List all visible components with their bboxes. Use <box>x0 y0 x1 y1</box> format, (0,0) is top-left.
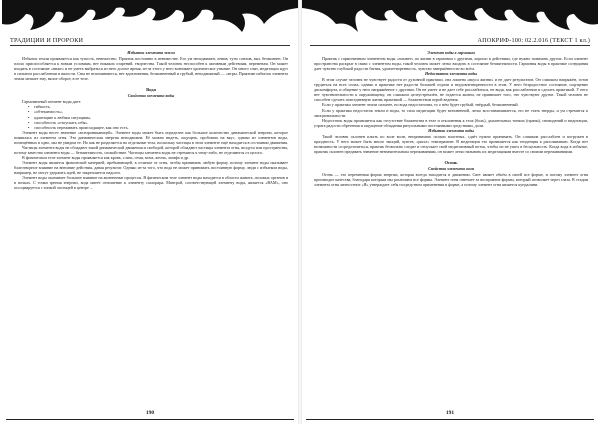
section-title: Элемент воды в гармонии <box>427 50 475 55</box>
paragraph: Элемент воды оказывает большое влияние на жизненные процессы. В физическом теле элемент воды находится в области живота, половых органов и в почках. С точки зрения энергии, вода имеет отношение к элементу сахасрара. Мантрой, соответствующей элементу воды, является «ВАМ», оно ассоциируется с тонкой частицей в центре ... <box>14 175 288 191</box>
page-number: 190 <box>145 410 155 416</box>
section-title: Недостаток элемента воды <box>424 71 478 77</box>
list-item: • «обтекаемость», <box>34 109 288 114</box>
paragraph: Такой человек склонен плыть по воле волн, непринимать сильно властных, сдаёт нужно принимать. Он слишком расслаблен и погружен в праздность. У него может быть много эмоций, чувств, «рыхл» темперамент. В медитации это проявляется как тенденция к расплыванию. Когда нет возможности сосредоточиться, практик безвольно следит и отпускает свой медитативный поток, чтобы он не ушел в бесцельность. Когда вода в избытке, практик склонен предавать значение незначительным переживаниям, он может легко называть их медитациями вместе со своими переживаниями. <box>314 133 588 154</box>
section-title: Свойства элемента огня <box>428 165 474 171</box>
section-heading: Огонь <box>444 159 458 165</box>
page-body <box>314 50 588 400</box>
section-heading: Вода <box>146 87 156 93</box>
paragraph: Элемент воды несет значение «всепроникающей». Элемент воды может быть определен как большое количество динамической энергии, которое появилась из элемента огня. Эта динамическая энергия неподвижна. Её можно видеть, ощущать, пробовать на вкус, однако из элементов воды, помещённых в одно, мы не увидим ее. Но как не разделяется на отдельные тела, поскольку частицы в этом элементе ещё находятся в состоянии движения. <box>14 129 288 145</box>
section-title: Свойства элемента воды <box>127 93 175 99</box>
running-header: ТРАДИЦИИ И ПРОРОКИ <box>10 36 290 46</box>
paragraph: В физическом теле элемент воды проявляется как кровь, слизь, семя, моча, желчь, лимфа и др. <box>22 154 190 160</box>
page-body <box>14 50 288 400</box>
section-title: Избыток элемента воды <box>428 127 474 133</box>
paragraph: Частицы элемента воды не обладают такой динамической движения и свободой, которой обладают частицы элемента огня, воздуха или пространства, потому качества элемента воды — безмятежность, спокойствие. Частицы элемента воды не стремятся к чему-либо, не отделяются от целого. <box>14 144 288 155</box>
right-page <box>302 0 598 424</box>
paragraph: Если у практика недостаток земли и воды, то сила медитации будет мгновенной, легко восстанавливается, его не стать тверды, и ум стремится к эмоциональности. <box>314 107 588 118</box>
left-page <box>2 0 298 424</box>
list-item: • гибкость, <box>34 104 288 109</box>
page-number: 191 <box>445 410 455 416</box>
tribal-ornament <box>302 0 598 34</box>
list-item: • адаптацию к любым ситуациям, <box>34 115 288 120</box>
bottom-rule <box>306 419 594 420</box>
bottom-rule <box>6 419 294 420</box>
paragraph: Элемент воды является физической материей, пребывающей, в отличие от огня, чтобы принимать любую форму, потому элемент воды оказывает благотворное влияние на внешние действия, давая результат. Однако из-за того, что вода не может принимать постоянную форму, люди с избытком воды, например, не могут удержать идей, не закрепляется надолго. <box>14 159 288 176</box>
bullet-list <box>14 104 288 129</box>
paragraph: Гармоничный элемент воды дает: <box>22 99 82 105</box>
paragraph: В этом случае человек не чувствует радости от духовной практики, она лишена «вкуса жизни» и не дает результатов. Он слишком напряжён, готов трудиться на всех силах, однако в практике нет радости большей отдачи и неудовлетворенности в этом. У него безрадостное состояние, ощущение дискомфорта, и общение у него напряжённое с другими. Он не умеет и не дает себе расслабиться, не видя, как расслаблении и сделать практикой. У него нет чувствительности к окружающему, он слишком целеустремлён, не отдается жизни, не принимает того, что чувствуют другие. Такой человек не способен сделать повседневную жизнь практикой — блаженством игрой ведения. <box>314 77 588 103</box>
list-item: • способность переживать происходящее, как оно есть. <box>34 125 288 130</box>
paragraph: Практик с гармоничным элементом воды «плывет» по жизни в гармонии с другими, хорошо в действиях, где нужно понимать других. Если элемент пространства раскрыт в связи с элементом воды, такой человек может легко входить в состояние безмятежности. Гармония воды в практике созерцания дает чувство глубокой радости бытия, удовлетворенность, чувство завершённости во всём. <box>314 56 588 72</box>
paragraph: Если у практика элемент земли сильнее, но вода недостаточна, то о нём будет грубый, твёрдый, безжизненный. <box>322 102 519 108</box>
paragraph: Огонь — это переменная форма энергии, которая всегда находится в движении. Свет являет объём в своей все форме, и потому элемент огня производит качества, благодаря которым мы различаем все формы. Элемент огня отвечает за восприятие формы, который позволяет через глаза. В стадии элемента огня личностное «Я» утверждает себя посредством применения в форме, а потому элемент огня является кундалини. <box>314 172 588 188</box>
list-item: • способность «отпускать себя», <box>34 120 288 125</box>
running-header: АПОКРИФ-100: 02.2.016 (ТЕКСТ 1 кл.) <box>310 36 590 46</box>
tribal-ornament <box>2 0 298 34</box>
section-title: Избыток элемента земли <box>127 50 175 55</box>
paragraph: Недостаток воды проявляется как отсутствие блаженства в теле и отклонения к тела (боль), дыхательных тонких (праны), сновидений и медитации, утрата радости обретения и ощущение обладания ритуальными постоянными средствами, доли. <box>314 117 588 128</box>
paragraph: Избыток земли проявляется как тупость, невежество. Практик постоянно в невежестве. Его ум неподвижен, ленив, тупо сонлив, вял, безжизнен. Он плохо приспособляется к новым условиям, нет никаких озарений, творчества. Такой человек неспособен к активным действиям, переменам. Он может входить в состояние «ниже» и не уметь выбраться из него долгое время, из-за этого у него возникает хроническое уныние. Он много спит, медитации идут в сильном расслаблении и вялости. Сны не вспоминаются, нет вдохновения, безжизненный и грубый, неподвижный — «игры. Практике избыток элемента земли мешает ему, вялое оборот, в ее теле. <box>14 56 288 82</box>
